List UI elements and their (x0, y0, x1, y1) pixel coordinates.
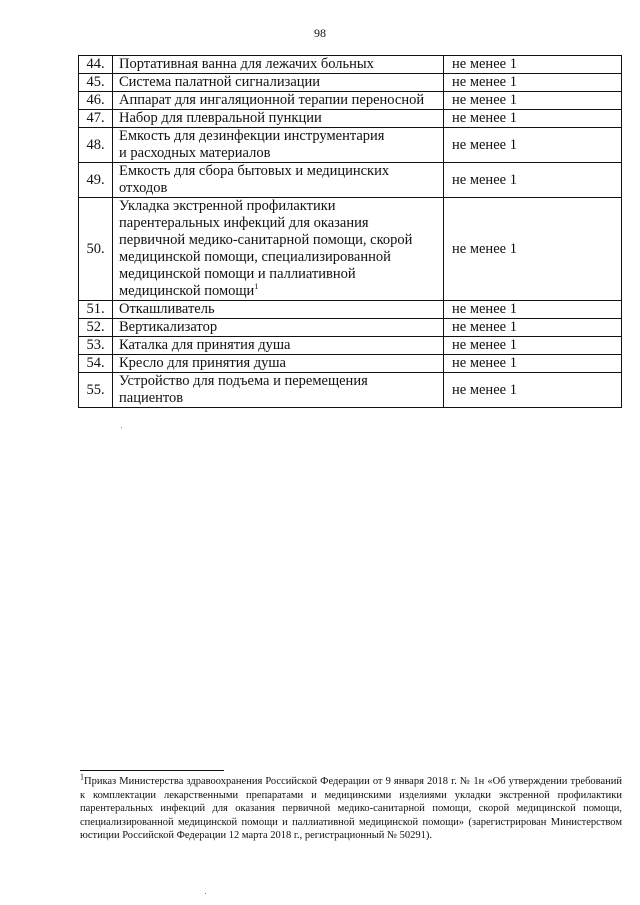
row-number: 52. (79, 319, 113, 337)
scan-speck (205, 893, 206, 894)
name-line: Укладка экстренной профилактики (119, 198, 336, 214)
footnote-reference: 1 (254, 282, 259, 292)
equipment-quantity: не менее 1 (444, 92, 622, 110)
footnote (80, 772, 622, 843)
equipment-quantity: не менее 1 (444, 301, 622, 319)
equipment-name (113, 128, 444, 163)
equipment-name: Набор для плевральной пункции (113, 110, 444, 128)
row-number: 53. (79, 337, 113, 355)
row-number: 55. (79, 373, 113, 408)
table-row (79, 128, 622, 163)
scan-speck (121, 427, 122, 428)
row-number: 46. (79, 92, 113, 110)
row-number: 44. (79, 56, 113, 74)
name-line: пациентов (119, 390, 184, 406)
table-row (79, 337, 622, 355)
footnote-divider (80, 770, 224, 771)
table-row (79, 198, 622, 301)
equipment-quantity: не менее 1 (444, 319, 622, 337)
equipment-quantity: не менее 1 (444, 198, 622, 301)
table-row (79, 301, 622, 319)
equipment-quantity: не менее 1 (444, 110, 622, 128)
row-number: 51. (79, 301, 113, 319)
equipment-quantity: не менее 1 (444, 355, 622, 373)
equipment-quantity: не менее 1 (444, 163, 622, 198)
name-line: медицинской помощи, специализированной (119, 249, 391, 265)
footnote-marker: 1 (80, 772, 84, 782)
name-line: Устройство для подъема и перемещения (119, 373, 368, 389)
page-number: 98 (314, 26, 326, 40)
name-line: Емкость для сбора бытовых и медицинских (119, 163, 390, 179)
equipment-name: Система палатной сигнализации (113, 74, 444, 92)
table-row (79, 92, 622, 110)
row-number: 47. (79, 110, 113, 128)
row-number: 45. (79, 74, 113, 92)
equipment-name (113, 163, 444, 198)
table-row (79, 74, 622, 92)
equipment-quantity: не менее 1 (444, 337, 622, 355)
equipment-name: Портативная ванна для лежачих больных (113, 56, 444, 74)
equipment-quantity: не менее 1 (444, 74, 622, 92)
table-row (79, 56, 622, 74)
name-line: медицинской помощи (119, 283, 255, 299)
name-line: и расходных материалов (119, 145, 271, 161)
table-row (79, 373, 622, 408)
name-line: отходов (119, 180, 168, 196)
equipment-name (113, 373, 444, 408)
equipment-name (113, 198, 444, 301)
table-row (79, 319, 622, 337)
equipment-name: Вертикализатор (113, 319, 444, 337)
equipment-quantity: не менее 1 (444, 56, 622, 74)
table-row (79, 355, 622, 373)
table-row (79, 110, 622, 128)
row-number: 50. (79, 198, 113, 301)
equipment-table (78, 55, 622, 408)
equipment-name: Откашливатель (113, 301, 444, 319)
name-line: Емкость для дезинфекции инструментария (119, 128, 385, 144)
row-number: 48. (79, 128, 113, 163)
name-line: медицинской помощи и паллиативной (119, 266, 356, 282)
equipment-name: Каталка для принятия душа (113, 337, 444, 355)
row-number: 49. (79, 163, 113, 198)
name-line: парентеральных инфекций для оказания (119, 215, 369, 231)
table-row (79, 163, 622, 198)
footnote-text: Приказ Министерства здравоохранения Российской Федерации от 9 января 2018 г. № 1н «Об утверждении требований к комплектации лекарственными препаратами и медицинскими изделиями укладки экстренной профилактики парентеральных инфекций для оказания первичной медико-санитарной помощи, скорой медицинской помощи, специализированной медицинской помощи и паллиативной медицинской помощи» (зарегистрирован Министерством юстиции Российской Федерации 12 марта 2018 г., регистрационный № 50291). (80, 776, 622, 841)
equipment-quantity: не менее 1 (444, 373, 622, 408)
equipment-quantity: не менее 1 (444, 128, 622, 163)
equipment-name: Кресло для принятия душа (113, 355, 444, 373)
equipment-name: Аппарат для ингаляционной терапии переносной (113, 92, 444, 110)
row-number: 54. (79, 355, 113, 373)
name-line: первичной медико-санитарной помощи, скорой (119, 232, 413, 248)
